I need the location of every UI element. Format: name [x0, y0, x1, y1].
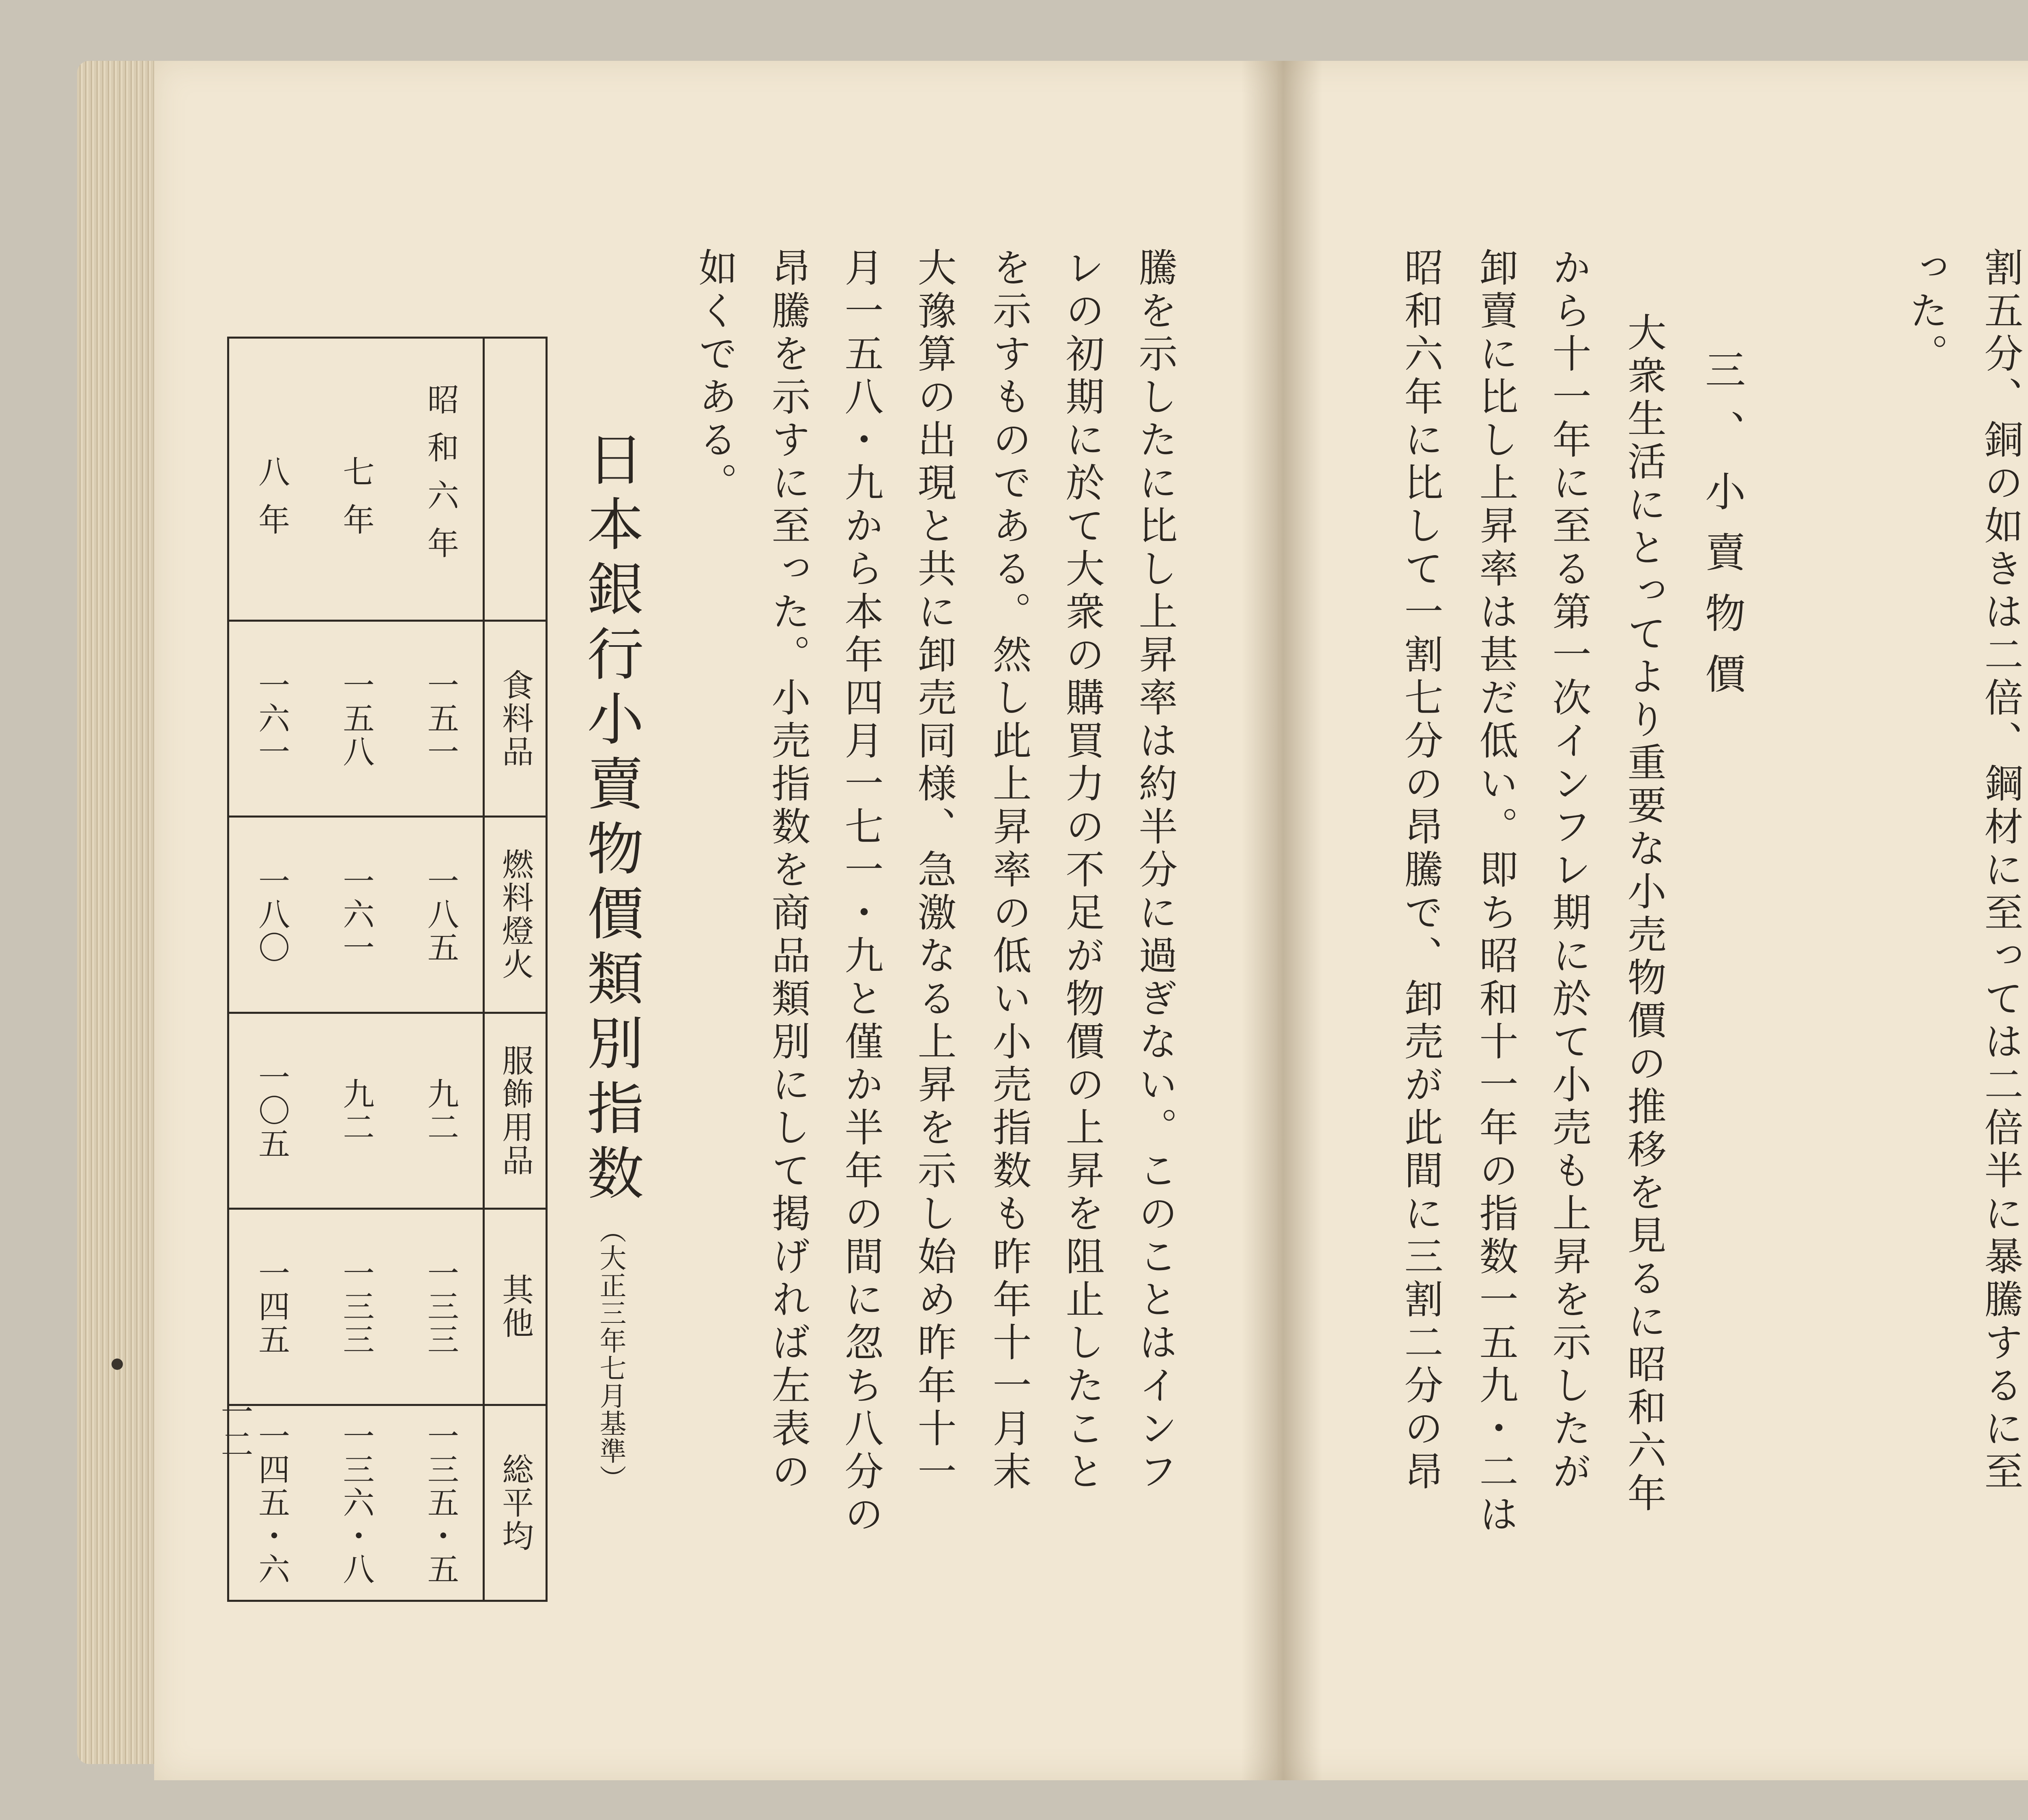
right-para2-line-3: 卸賣に比し上昇率は甚だ低い。即ち昭和十一年の指数一五九・二は: [1473, 247, 1519, 1537]
table-cell: 一三三: [337, 1257, 374, 1357]
table-year-header: 七年: [337, 455, 374, 552]
table-header-blank: [485, 339, 546, 622]
table-cell: 一〇五: [253, 1060, 290, 1161]
table-title-note: （大正三年七月基準）: [595, 1217, 626, 1492]
left-para-line-3: を示すものである。然し此上昇率の低い小売指数も昨年十一月末: [986, 247, 1032, 1494]
table-cell: 一八〇: [253, 865, 290, 965]
table-year-header: 八年: [253, 455, 290, 552]
right-para2-line-1: 大衆生活にとってより重要な小売物價の推移を見るに昭和六年: [1621, 312, 1667, 1516]
table-cell: 一五八: [337, 668, 374, 768]
table-category: 食料品: [485, 622, 546, 818]
table-cell: 一六一: [253, 668, 290, 768]
left-para-line-2: レの初期に於て大衆の購買力の不足が物價の上昇を阻止したこと: [1059, 247, 1105, 1494]
table-category: 服飾用品: [485, 1014, 546, 1210]
binding-hole-mark: [112, 1359, 123, 1370]
table-cell: 一四五・六: [253, 1419, 290, 1586]
section-heading: 三、小賣物價: [1698, 349, 1746, 714]
table-cell: 一三五・五: [422, 1419, 459, 1586]
table-category: 其他: [485, 1210, 546, 1406]
table-category-column: [485, 339, 546, 1600]
table-row: [229, 1406, 483, 1600]
right-para1-line-5: った。: [1903, 247, 1949, 376]
left-para-line-5: 月一五八・九から本年四月一七一・九と僅か半年の間に忽ち八分の: [838, 247, 884, 1537]
table-category: 総平均: [497, 1453, 533, 1553]
table-cell: 一四五: [253, 1257, 290, 1357]
price-index-table: [227, 337, 548, 1602]
book-gutter: [1241, 61, 1322, 1780]
table-year-header: 昭和六年: [422, 383, 459, 575]
right-para1-line-4: 割五分、銅の如きは二倍、鋼材に至っては二倍半に暴騰するに至: [1978, 247, 2024, 1494]
left-para-line-1: 騰を示したに比し上昇率は約半分に過ぎない。このことはインフ: [1132, 247, 1178, 1494]
table-row: [229, 818, 483, 1013]
left-para-line-7: 如くである。: [692, 247, 738, 505]
left-para-line-6: 昂騰を示すに至った。小売指数を商品類別にして掲げれば左表の: [765, 247, 811, 1494]
table-cell: 一六一: [337, 865, 374, 965]
table-row: [229, 1014, 483, 1210]
table-year-columns: [229, 339, 485, 1600]
table-cell: 一三三: [422, 1257, 459, 1357]
right-para2-line-4: 昭和六年に比して一割七分の昂騰で、卸売が此間に三割二分の昂: [1398, 247, 1444, 1494]
table-cell: 九二: [422, 1077, 459, 1144]
right-para2-line-2: から十一年に至る第一次インフレ期に於て小売も上昇を示したが: [1546, 247, 1592, 1494]
table-category: 燃料燈火: [485, 818, 546, 1013]
table-row: [229, 622, 483, 818]
table-cell: 一五一: [422, 668, 459, 768]
table-cell: 九二: [337, 1077, 374, 1144]
table-row: [229, 1210, 483, 1406]
table-year-header-row: [229, 339, 483, 622]
left-para-line-4: 大豫算の出現と共に卸売同様、急激なる上昇を示し始め昨年十一: [911, 247, 957, 1494]
table-cell: 一八五: [422, 865, 459, 965]
table-title: 日本銀行小賣物價類別指数（大正三年七月基準）: [578, 430, 644, 1492]
table-cell: 一三六・八: [337, 1419, 374, 1586]
left-page-number: 一二: [215, 1395, 253, 1460]
